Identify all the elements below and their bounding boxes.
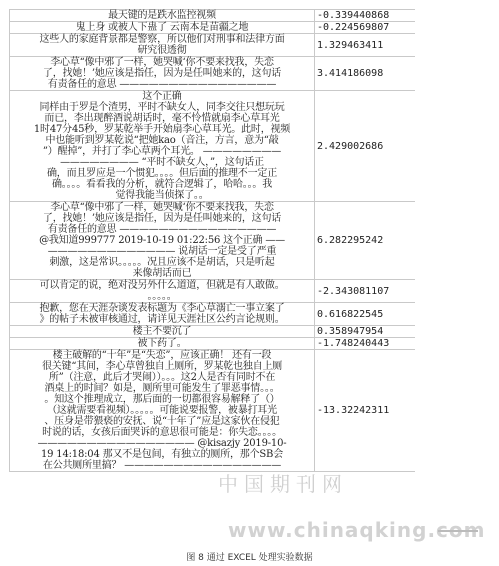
comment-line: 、压身是带猥亵的安抚、说“十年了”应是这家伙在侵犯: [44, 416, 280, 427]
comment-line: 有责备任的意思 ————————————————: [47, 79, 277, 90]
watermark-chinese: 中国期刊网: [218, 472, 348, 496]
comment-line: 被下药了。: [137, 338, 187, 349]
comment-line: 很关键“其间，李心草曾独自上厕所，罗某乾也独自上厕: [41, 361, 283, 372]
comment-line: 了，找她！’她应该是指任，因为是任叫她来的，这句话: [42, 213, 282, 224]
comment-line: 鬼上身 或被人下蛊了 云南本是苗疆之地: [75, 22, 249, 33]
comment-line: 刺激，这是常识。。。。。况且应该不是胡话，只是听起: [49, 257, 275, 268]
comment-cell[interactable]: [10, 303, 315, 326]
table-row[interactable]: [10, 34, 416, 57]
comment-line: 李心草“像中邪了一样，她哭喊‘你不要来找我，失恋: [50, 57, 274, 68]
comment-line: （这就需要看视频）。。。。。可能说要报警，被暴打耳光: [47, 405, 277, 416]
table-row[interactable]: [10, 10, 416, 22]
comment-line: 而已，李出现醉酒说胡话时，毫不怜惜就扇李心草耳光: [44, 113, 280, 124]
data-table: [9, 9, 415, 472]
table-row[interactable]: [10, 326, 416, 338]
corner-decoration: [438, 520, 478, 532]
comment-line: 这个正确: [142, 91, 182, 102]
comment-cell[interactable]: [10, 280, 315, 303]
score-cell[interactable]: 2.429002686: [315, 91, 416, 202]
comment-line: 了，找她！’她应该是指任，因为是任叫她来的，这句话: [42, 68, 282, 79]
comment-line: 抱歉，您在天涯杂谈发表标题为《李心草溺亡一事立案了: [39, 303, 285, 314]
table-row[interactable]: [10, 303, 416, 326]
comment-line: 1时47分45秒，罗某乾举手开始扇李心草耳光。此时，视频: [33, 124, 291, 135]
comment-line: 。。。。。: [147, 291, 177, 302]
comment-line: 这些人的家庭背景都是警察，所以他们对刑事和法律方面: [39, 34, 285, 45]
comment-cell[interactable]: [10, 10, 315, 22]
comment-line: ———————————————— @kisazjy 2019-10-: [37, 438, 287, 449]
score-cell[interactable]: -0.224569807: [315, 22, 416, 34]
comment-line: 确。。。。看看我的分析，就符合逻辑了，哈哈。。。我: [52, 179, 272, 190]
score-cell[interactable]: 0.358947954: [315, 326, 416, 338]
comment-line: @我知道999777 2019-10-19 01:22:56 这个正确 ——: [39, 235, 285, 246]
comment-line: 时说的话，女孩后面哭诉的意思很可能是：你失恋。。。。: [42, 427, 282, 438]
comment-cell[interactable]: [10, 91, 315, 202]
score-cell[interactable]: -13.32242311: [315, 350, 416, 472]
comment-cell[interactable]: [10, 22, 315, 34]
comment-line: 中也能听到罗某乾说“把她kao（音注，方言，意为“敲: [45, 135, 279, 146]
comment-line: 。知这个推理成立，那后面的一切都很容易解释了（）: [44, 394, 280, 405]
score-cell[interactable]: 0.616822545: [315, 303, 416, 326]
comment-cell[interactable]: [10, 338, 315, 350]
comment-cell[interactable]: [10, 202, 315, 280]
comment-line: 可以肯定的说，绝对没另外什么道道，但就是有人敢做。: [39, 280, 285, 291]
comment-line: 有责备任的意思 ————————————————: [47, 224, 277, 235]
comment-line: ————————————— 说胡话一定是受了严重: [47, 246, 277, 257]
comment-line: 同样由于罗是个渣男，平时不缺女人，同李交往只想玩玩: [39, 102, 285, 113]
comment-line: 最天键的是跌水监控视频: [108, 10, 216, 21]
comment-line: 楼主破解的“十年”是“失恋”，应该正确！ 还有一段: [52, 350, 272, 361]
comment-line: ———————— “平时不缺女人，”，这句话正: [60, 157, 264, 168]
spreadsheet-area: [9, 9, 415, 543]
comment-cell[interactable]: [10, 34, 315, 57]
score-cell[interactable]: -2.343081107: [315, 280, 416, 303]
table-row[interactable]: [10, 202, 416, 280]
comment-line: 确，而且罗应是一个惯犯。。。。但后面的推理不一定正: [47, 168, 277, 179]
table-row[interactable]: [10, 280, 416, 303]
comment-line: 所”（注意，此后才哭闹））。。。这2人是否有同时不在: [48, 372, 276, 383]
comment-line: 来像胡话而已: [132, 268, 192, 279]
score-cell[interactable]: -1.748240443: [315, 338, 416, 350]
score-cell[interactable]: -0.339440868: [315, 10, 416, 22]
table-row[interactable]: [10, 338, 416, 350]
score-cell[interactable]: 1.329463411: [315, 34, 416, 57]
comment-cell[interactable]: [10, 326, 315, 338]
table-row[interactable]: [10, 57, 416, 91]
comment-line: 在公共厕所里搞？ ————————————————: [42, 460, 282, 471]
table-row[interactable]: [10, 22, 416, 34]
comment-line: ”）醒掉”，并打了李心草两个耳光。 ————————: [42, 146, 282, 157]
comment-line: 》的帖子未被审核通过，请详见天涯社区公约言论规则。: [39, 314, 285, 325]
comment-line: 19 14:18:04 那又不是包间，有独立的厕所，那个SB会: [41, 449, 283, 460]
comment-line: 酒桌上的时间？如是，厕所里可能发生了罪恶事情。。。: [44, 383, 280, 394]
score-cell[interactable]: 6.282295242: [315, 202, 416, 280]
comment-cell[interactable]: [10, 350, 315, 472]
comment-line: 李心草“像中邪了一样，她哭喊‘你不要来找我，失恋: [50, 202, 274, 213]
watermark-url: www.chinaqking.com: [228, 518, 486, 542]
table-row[interactable]: [10, 91, 416, 202]
table-row[interactable]: [10, 350, 416, 472]
figure-caption: 图 8 通过 EXCEL 处理实验数据: [186, 553, 313, 563]
score-cell[interactable]: 3.414186098: [315, 57, 416, 91]
comment-cell[interactable]: [10, 57, 315, 91]
comment-line: 研究很透彻: [137, 45, 187, 56]
comment-line: 觉得我能当侦探了。。: [115, 190, 209, 201]
comment-line: 楼主不要沉了: [132, 326, 192, 337]
